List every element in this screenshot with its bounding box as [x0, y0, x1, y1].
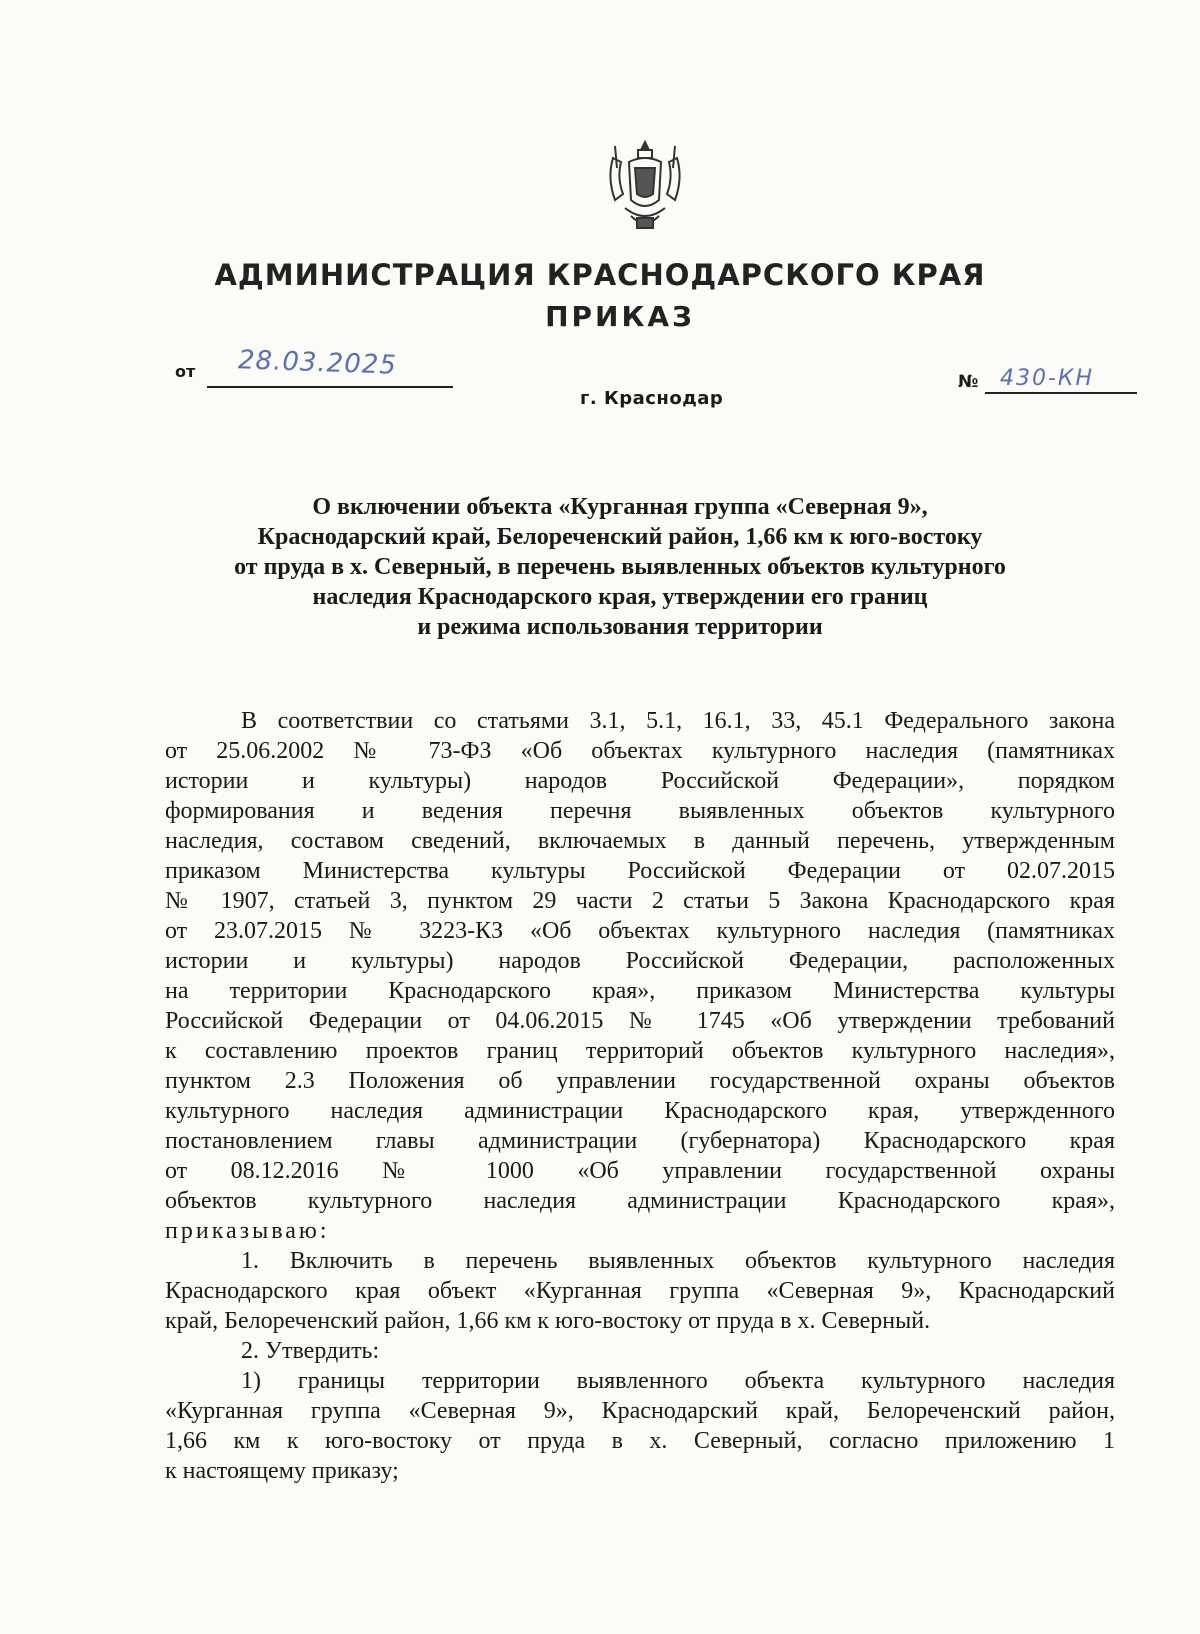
body-line: к настоящему приказу;: [165, 1458, 399, 1484]
body-line: от 25.06.2002 № 73-ФЗ «Об объектах культурного наследия (памятниках: [165, 738, 1115, 764]
body-line: «Курганная группа «Северная 9», Краснодарский край, Белореченский район,: [165, 1398, 1115, 1424]
body-line: культурного наследия администрации Краснодарского края, утвержденного: [165, 1098, 1115, 1124]
handwritten-date: 28.03.2025: [237, 345, 398, 381]
document-type: ПРИКАЗ: [545, 300, 695, 333]
body-line: Краснодарского края объект «Курганная группа «Северная 9», Краснодарский: [165, 1278, 1115, 1304]
body-line: на территории Краснодарского края», приказом Министерства культуры: [165, 978, 1115, 1004]
handwritten-number: 430-КН: [1000, 366, 1095, 391]
title-line: наследия Краснодарского края, утверждении его границ: [312, 584, 928, 610]
body-line: пунктом 2.3 Положения об управлении государственной охраны объектов: [165, 1068, 1115, 1094]
body-line: формирования и ведения перечня выявленных объектов культурного: [165, 798, 1115, 824]
body-line: от 08.12.2016 № 1000 «Об управлении государственной охраны: [165, 1158, 1115, 1184]
body-line: постановлением главы администрации (губернатора) Краснодарского края: [165, 1128, 1115, 1154]
body-line: № 1907, статьей 3, пунктом 29 части 2 статьи 5 Закона Краснодарского края: [165, 888, 1115, 914]
date-label: от: [175, 362, 196, 381]
body-line: В соответствии со статьями 3.1, 5.1, 16.1, 33, 45.1 Федерального закона: [241, 708, 1115, 734]
body-line: к составлению проектов границ территорий объектов культурного наследия»,: [165, 1038, 1115, 1064]
body-line: наследия, составом сведений, включаемых в данный перечень, утвержденным: [165, 828, 1115, 854]
title-line: от пруда в х. Северный, в перечень выявленных объектов культурного: [234, 554, 1006, 580]
number-underline: [985, 392, 1137, 394]
coat-of-arms-icon: [605, 138, 685, 234]
body-line: приказываю:: [165, 1218, 330, 1244]
organization-name: АДМИНИСТРАЦИЯ КРАСНОДАРСКОГО КРАЯ: [214, 258, 986, 292]
number-label: №: [958, 372, 979, 392]
date-underline: [207, 386, 453, 388]
title-line: О включении объекта «Курганная группа «Северная 9»,: [312, 494, 928, 520]
body-line: приказом Министерства культуры Российской Федерации от 02.07.2015: [165, 858, 1115, 884]
body-line: истории и культуры) народов Российской Федерации», порядком: [165, 768, 1115, 794]
title-line: и режима использования территории: [417, 614, 823, 640]
body-line: 1,66 км к юго-востоку от пруда в х. Северный, согласно приложению 1: [165, 1428, 1115, 1454]
body-line: 2. Утвердить:: [241, 1338, 380, 1364]
body-line: объектов культурного наследия администрации Краснодарского края»,: [165, 1188, 1115, 1214]
body-line: 1) границы территории выявленного объекта культурного наследия: [241, 1368, 1115, 1394]
document-body: [165, 706, 1115, 1486]
body-line: истории и культуры) народов Российской Федерации, расположенных: [165, 948, 1115, 974]
city-name: г. Краснодар: [580, 388, 724, 409]
body-line: от 23.07.2015 № 3223-КЗ «Об объектах культурного наследия (памятниках: [165, 918, 1115, 944]
body-line: край, Белореченский район, 1,66 км к юго-востоку от пруда в х. Северный.: [165, 1308, 931, 1334]
body-line: Российской Федерации от 04.06.2015 № 1745 «Об утверждении требований: [165, 1008, 1115, 1034]
document-title: [160, 492, 1080, 642]
body-line: 1. Включить в перечень выявленных объектов культурного наследия: [241, 1248, 1115, 1274]
title-line: Краснодарский край, Белореченский район, 1,66 км к юго-востоку: [257, 524, 983, 550]
